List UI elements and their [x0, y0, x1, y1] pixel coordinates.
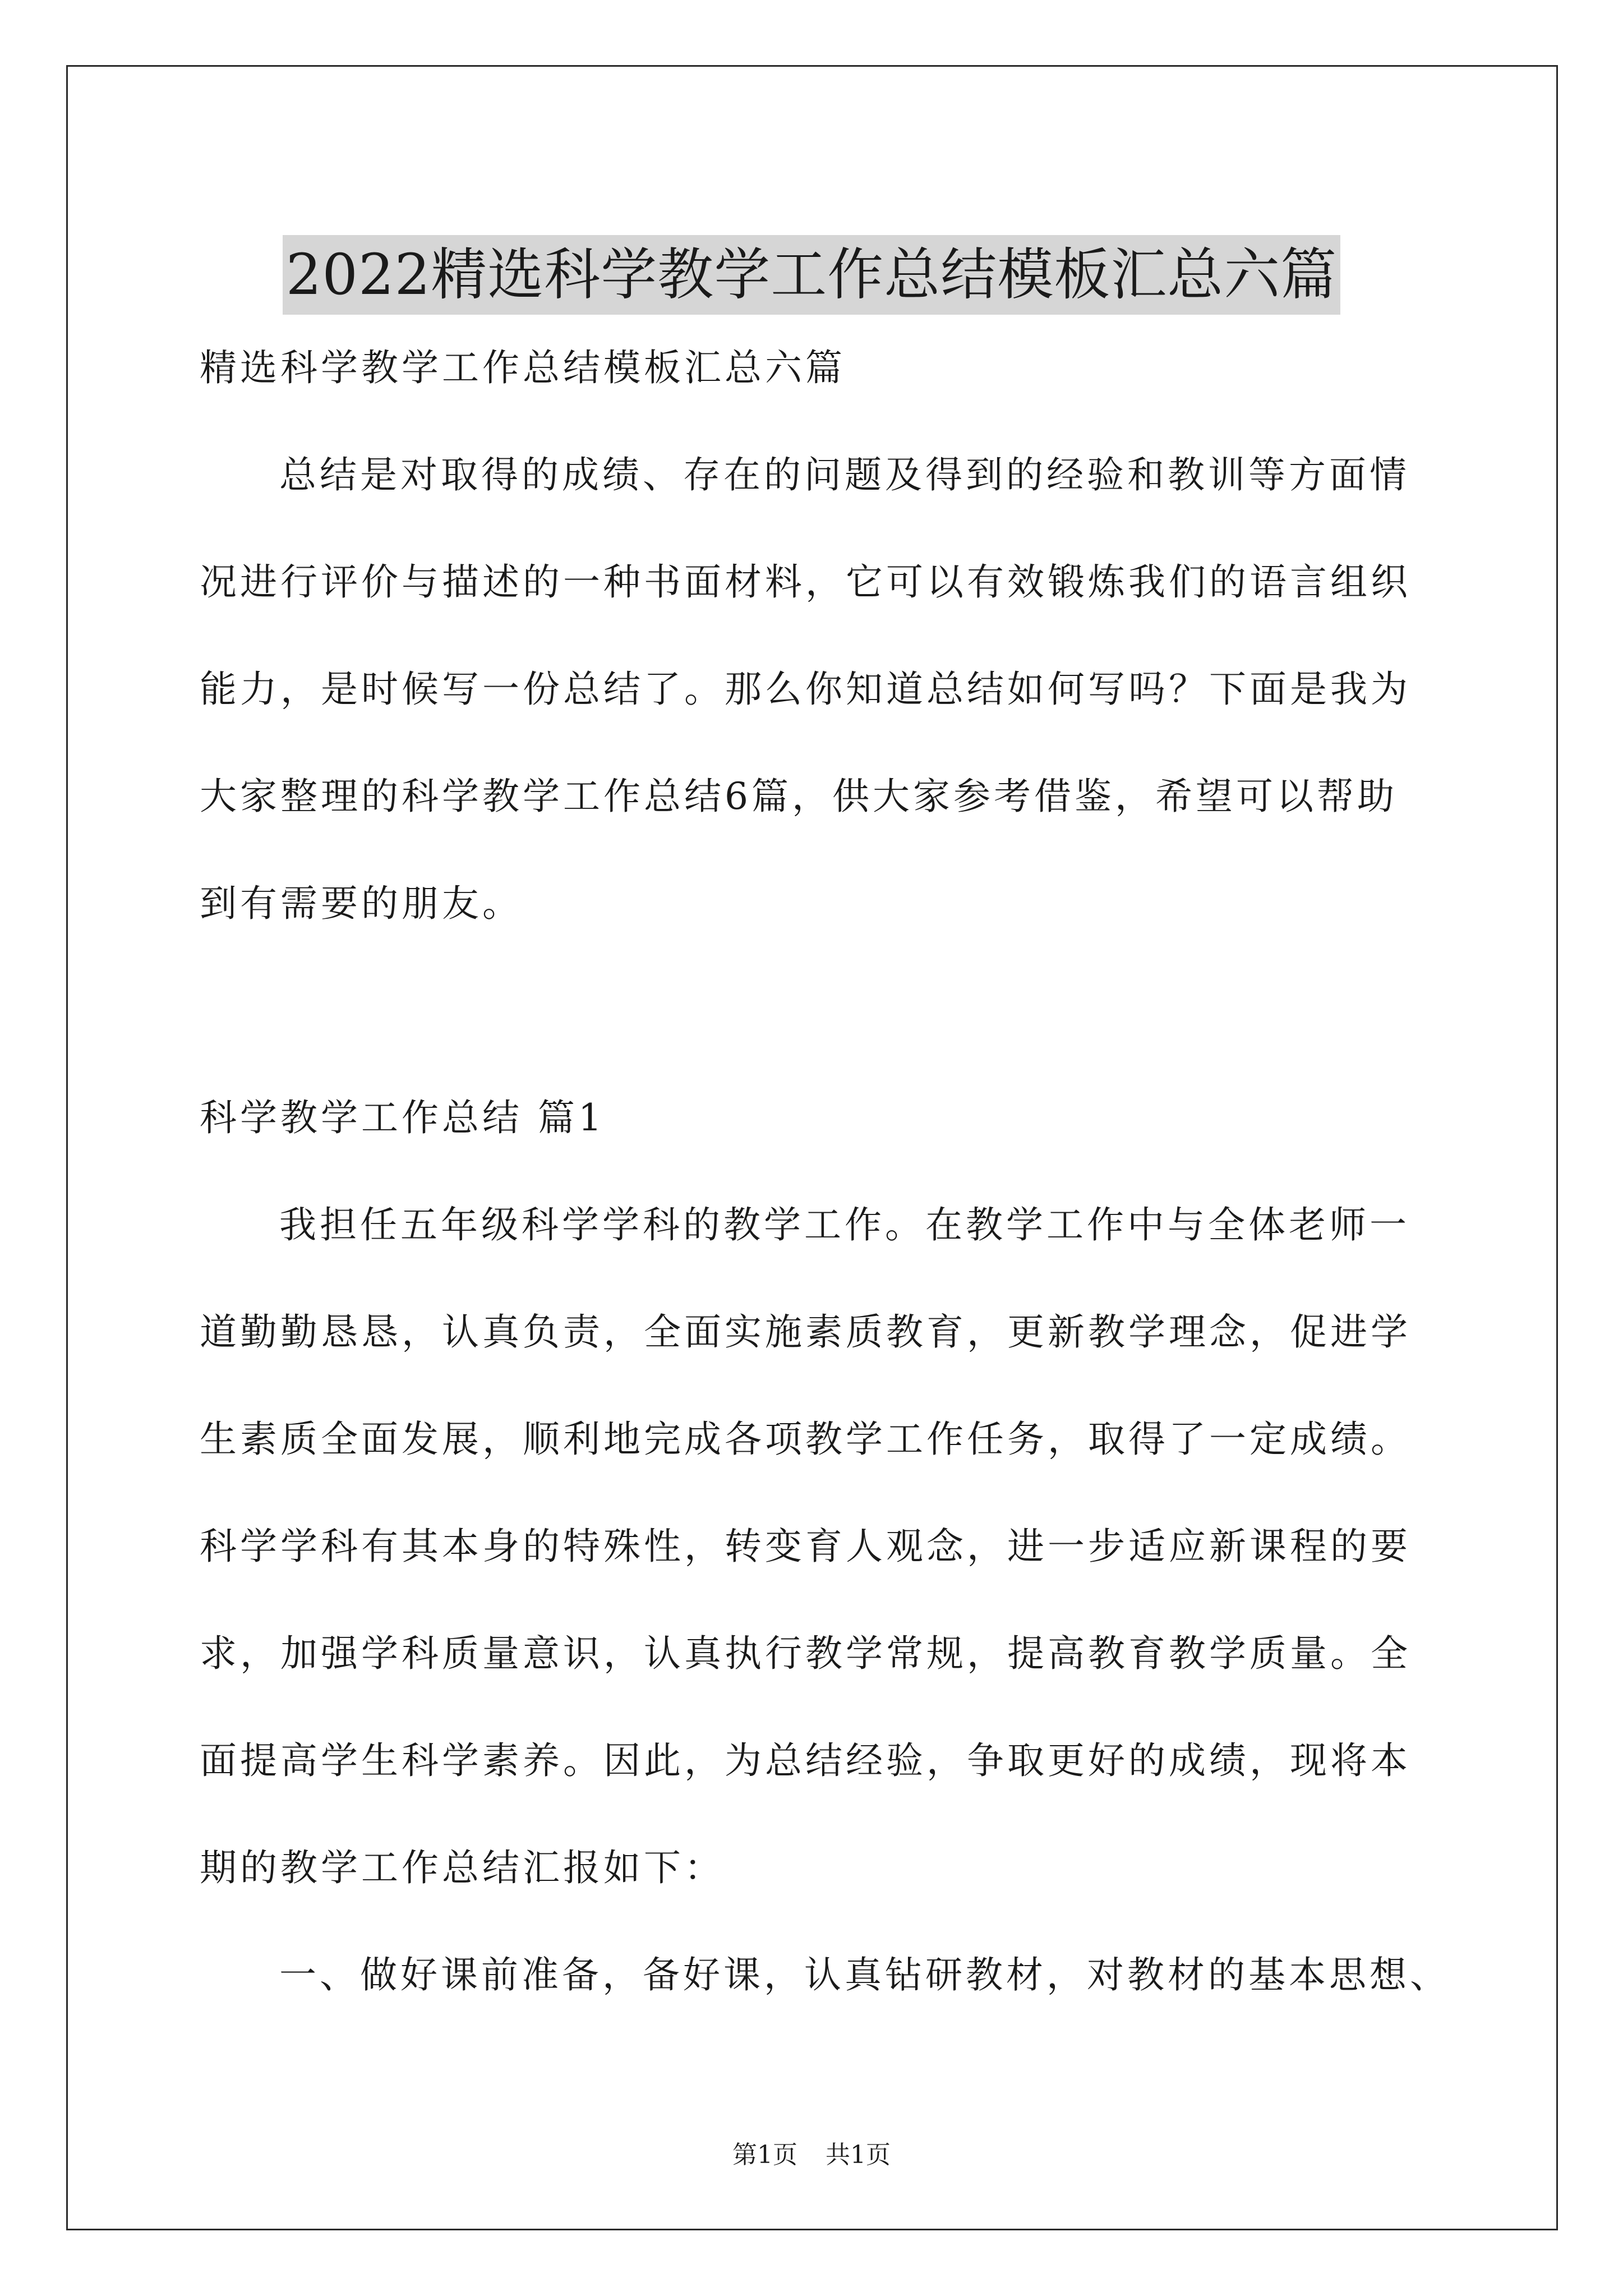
document-body — [200, 314, 1450, 2028]
intro-paragraph-line: 总结是对取得的成绩、存在的问题及得到的经验和教训等方面情 — [279, 453, 1410, 496]
section-paragraph-line: 期的教学工作总结汇报如下： — [200, 1846, 725, 1889]
page-number-current: 第1页 — [732, 2141, 797, 2169]
document-subtitle: 精选科学教学工作总结模板汇总六篇 — [200, 346, 846, 389]
intro-paragraph-line: 大家整理的科学教学工作总结6篇，供大家参考借鉴，希望可以帮助 — [200, 775, 1398, 818]
section-paragraph-line: 生素质全面发展，顺利地完成各项教学工作任务，取得了一定成绩。 — [200, 1418, 1411, 1461]
document-title: 2022精选科学教学工作总结模板汇总六篇 — [283, 235, 1341, 315]
intro-paragraph-line: 到有需要的朋友。 — [200, 882, 523, 925]
section-paragraph-line: 科学学科有其本身的特殊性，转变育人观念，进一步适应新课程的要 — [200, 1525, 1411, 1568]
section-paragraph-line: 我担任五年级科学学科的教学工作。在教学工作中与全体老师一 — [279, 1203, 1410, 1246]
point-one-line: 一、做好课前准备，备好课，认真钻研教材，对教材的基本思想、 — [279, 1953, 1450, 1996]
page-footer — [0, 2138, 1623, 2172]
section-paragraph-line: 求，加强学科质量意识，认真执行教学常规，提高教育教学质量。全 — [200, 1632, 1411, 1675]
intro-paragraph-line: 能力，是时候写一份总结了。那么你知道总结如何写吗？下面是我为 — [200, 668, 1411, 711]
section-heading: 科学教学工作总结 篇1 — [200, 1096, 605, 1139]
section-paragraph-line: 道勤勤恳恳，认真负责，全面实施素质教育，更新教学理念，促进学 — [200, 1310, 1411, 1354]
paragraph-gap — [200, 957, 1433, 1064]
page-number-total: 共1页 — [826, 2141, 891, 2169]
section-paragraph-line: 面提高学生科学素养。因此，为总结经验，争取更好的成绩，现将本 — [200, 1739, 1411, 1782]
intro-paragraph-line: 况进行评价与描述的一种书面材料，它可以有效锻炼我们的语言组织 — [200, 560, 1411, 604]
